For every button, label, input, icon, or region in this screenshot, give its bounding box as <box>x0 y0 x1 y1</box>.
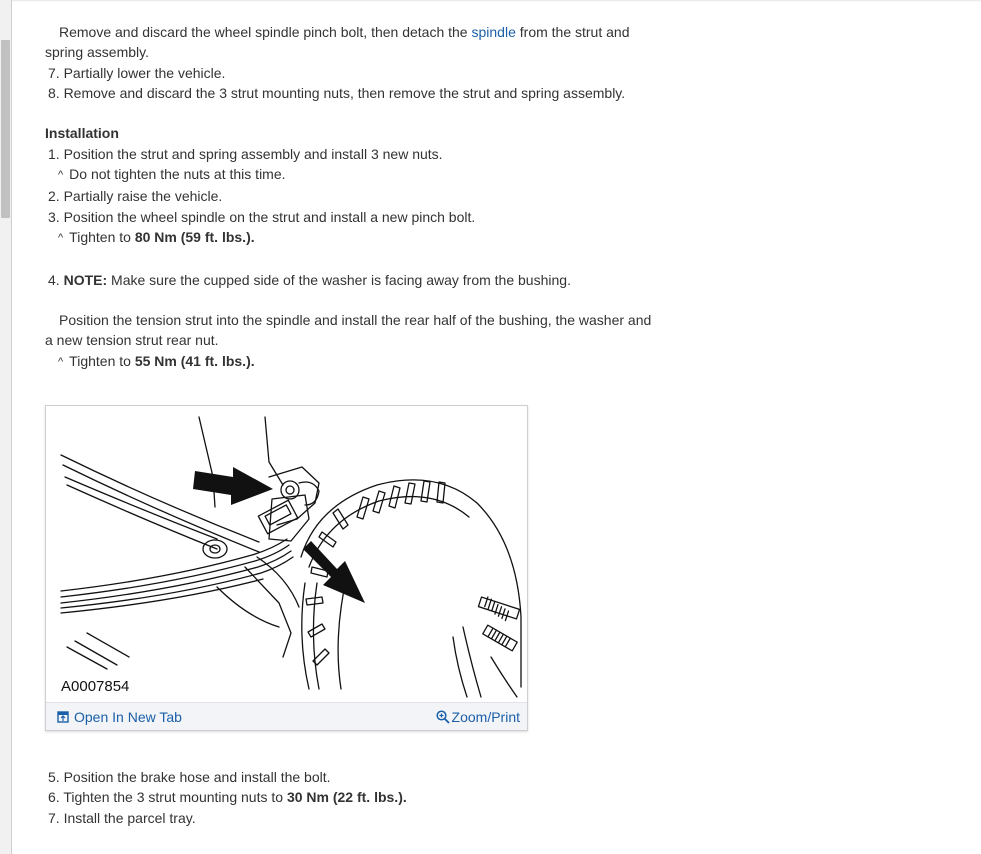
figure-card <box>45 405 528 731</box>
caret-icon: ^ <box>58 169 64 182</box>
procedure-text <box>45 22 685 373</box>
install-step-5: 5. Position the brake hose and install the bolt. <box>48 769 331 785</box>
vertical-scrollbar[interactable] <box>0 0 12 854</box>
strut-spindle-illustration <box>47 407 526 703</box>
spindle-link[interactable]: spindle <box>471 24 516 40</box>
install-step-2: 2. Partially raise the vehicle. <box>48 188 223 205</box>
callout-arrow-upper <box>193 467 273 505</box>
install-step-1: 1. Position the strut and spring assembly and install 3 new nuts. <box>48 145 443 162</box>
install-step-3-torque: ^ Tighten to 80 Nm (59 ft. lbs.). <box>58 228 255 245</box>
install-step-4-note: 4. NOTE: Make sure the cupped side of the washer is facing away from the bushing. <box>48 271 571 288</box>
install-step-7: 7. Install the parcel tray. <box>48 809 196 826</box>
zoom-print-label: Zoom/Print <box>451 709 520 725</box>
figure-toolbar <box>46 702 527 730</box>
removal-step-7: 7. Partially lower the vehicle. <box>48 64 226 81</box>
install-step-3: 3. Position the wheel spindle on the strut and install a new pinch bolt. <box>48 208 476 225</box>
installation-heading: Installation <box>45 125 119 142</box>
callout-arrow-lower <box>303 541 365 603</box>
install-step-4-body-2: a new tension strut rear nut. <box>45 332 219 349</box>
open-in-new-tab-icon <box>57 711 69 723</box>
open-in-new-tab-button[interactable] <box>57 709 182 725</box>
zoom-print-button[interactable] <box>436 709 520 725</box>
caret-icon: ^ <box>58 355 64 368</box>
figure-id-label: A0007854 <box>61 678 130 695</box>
zoom-magnifier-icon <box>436 710 450 724</box>
intro-line-2: spring assembly. <box>45 44 150 61</box>
top-divider <box>12 0 981 2</box>
install-step-4-body-1: Position the tension strut into the spindle and install the rear half of the bushing, the washer and <box>59 312 652 329</box>
scrollbar-thumb[interactable] <box>1 40 10 218</box>
intro-line-1: Remove and discard the wheel spindle pinch bolt, then detach the spindle from the strut and <box>59 24 630 40</box>
removal-step-8: 8. Remove and discard the 3 strut mounting nuts, then remove the strut and spring assembly. <box>48 84 626 101</box>
open-in-new-tab-label: Open In New Tab <box>74 709 182 725</box>
install-step-1-note: ^ Do not tighten the nuts at this time. <box>58 166 286 183</box>
final-steps <box>45 767 407 828</box>
caret-icon: ^ <box>58 231 64 244</box>
install-step-4-torque: ^ Tighten to 55 Nm (41 ft. lbs.). <box>58 352 255 369</box>
install-step-6: 6. Tighten the 3 strut mounting nuts to 30 Nm (22 ft. lbs.). <box>48 789 407 806</box>
